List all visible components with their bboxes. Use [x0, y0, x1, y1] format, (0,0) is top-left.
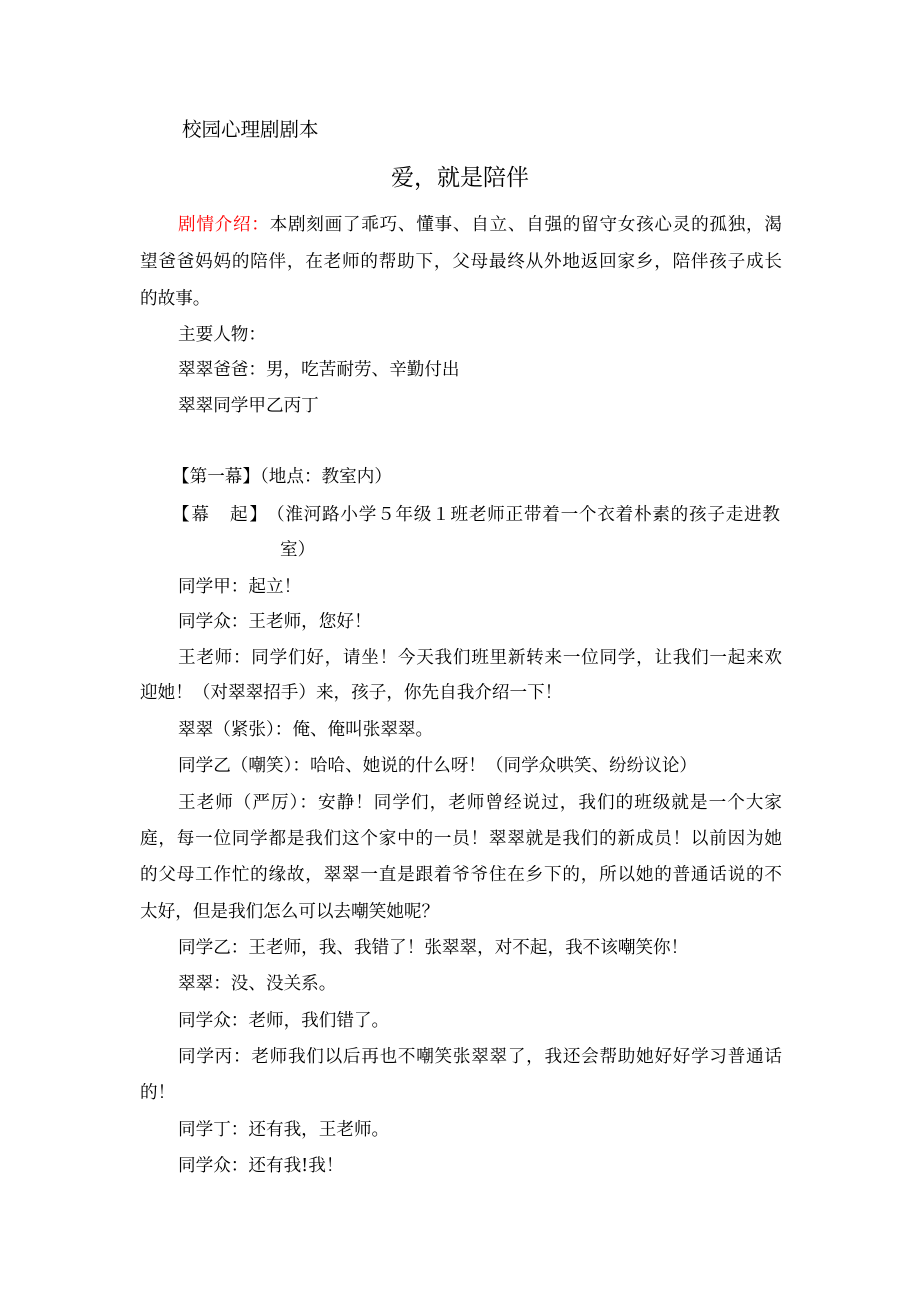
scene-heading: 【第一幕】（地点：教室内） [172, 467, 392, 487]
dialogue-line: 同学众：老师，我们错了。 [178, 1011, 390, 1031]
dialogue-line-cont: 太好，但是我们怎么可以去嘲笑她呢？ [140, 902, 440, 922]
dialogue-text: 庭，每一位同学都是我们这个家中的一员！翠翠就是我们的新成员！以前因为她 [140, 829, 782, 849]
curtain-line-1 [172, 504, 780, 526]
characters-label: 主要人物： [178, 325, 266, 345]
dialogue-text: 同学丙：老师我们以后再也不嘲笑张翠翠了，我还会帮助她好好学习普通话 [178, 1047, 782, 1067]
dialogue-line: 翠翠：没、没关系。 [178, 974, 337, 994]
dialogue-text: 王老师（严厉）：安静！同学们，老师曾经说过，我们的班级就是一个大家 [178, 793, 782, 813]
dialogue-line-cont [140, 864, 782, 886]
dialogue-line: 同学乙（嘲笑）：哈哈、她说的什么呀！（同学众哄笑、纷纷议论） [178, 756, 698, 776]
intro-text: 本剧刻画了乖巧、懂事、自立、自强的留守女孩心灵的孤独，渴 [269, 215, 782, 235]
intro-line-2 [140, 251, 782, 273]
dialogue-line [178, 647, 782, 669]
dialogue-line: 同学甲：起立！ [178, 577, 302, 597]
dialogue-text: 王老师：同学们好，请坐！今天我们班里新转来一位同学，让我们一起来欢 [178, 648, 782, 668]
play-title: 爱，就是陪伴 [391, 165, 529, 191]
intro-label: 剧情介绍： [178, 215, 270, 235]
dialogue-line: 翠翠（紧张）：俺、俺叫张翠翠。 [178, 720, 434, 740]
dialogue-line: 同学乙：王老师，我、我错了！张翠翠，对不起，我不该嘲笑你！ [178, 938, 689, 958]
intro-text: 望爸爸妈妈的陪伴，在老师的帮助下，父母最终从外地返回家乡，陪伴孩子成长 [140, 252, 782, 272]
intro-line-3: 的故事。 [140, 289, 211, 309]
script-header: 校园心理剧剧本 [182, 118, 319, 141]
curtain-label: 【幕 起】 [172, 505, 267, 525]
intro-line-1 [178, 214, 782, 236]
dialogue-line: 同学众：王老师，您好！ [178, 612, 372, 632]
stage-direction-cont: 室） [280, 540, 316, 560]
dialogue-line: 同学丁：还有我，王老师。 [178, 1120, 390, 1140]
character-father: 翠翠爸爸：男，吃苦耐劳、辛勤付出 [178, 360, 460, 380]
dialogue-line: 同学众：还有我!我！ [178, 1156, 344, 1176]
dialogue-line [178, 792, 782, 814]
dialogue-text: 的父母工作忙的缘故，翠翠一直是跟着爷爷住在乡下的，所以她的普通话说的不 [140, 865, 782, 885]
dialogue-line-cont: 的！ [140, 1083, 176, 1103]
character-classmates: 翠翠同学甲乙丙丁 [178, 396, 319, 416]
dialogue-line-cont [140, 828, 782, 850]
dialogue-line [178, 1046, 782, 1068]
dialogue-line-cont: 迎她！（对翠翠招手）来，孩子，你先自我介绍一下！ [140, 683, 563, 703]
stage-direction: （淮河路小学５年级１班老师正带着一个衣着朴素的孩子走进教 [267, 505, 780, 525]
